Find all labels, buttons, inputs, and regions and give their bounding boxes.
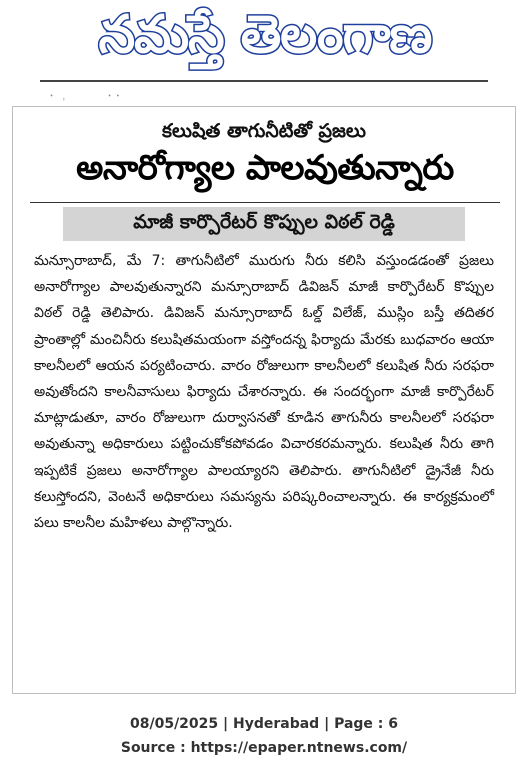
footer-date-page: 08/05/2025 | Hyderabad | Page : 6 bbox=[129, 716, 399, 732]
headline-rule bbox=[30, 202, 500, 203]
masthead-rule bbox=[40, 80, 488, 82]
masthead-title: నమస్తే తెలంగాణ bbox=[98, 4, 432, 65]
masthead-logo bbox=[60, 4, 470, 78]
article-body: మన్సూరాబాద్, మే 7: తాగునీటిలో మురుగు నీరు కలిసి వస్తుండడంతో ప్రజలు అనారోగ్యాల పాలవుతున్నారని మన్సూరాబాద్ డివిజన్ మాజీ కార్పొరేటర్ కొప్పుల విఠల్ రెడ్డి తెలిపారు. డివిజన్ మన్సూరాబాద్ ఓల్డ్ విలేజ్, ముస్లిం బస్తీ తదితర ప్రాంతాల్లో మంచినీరు కలుషితమయంగా వస్తోందన్న ఫిర్యాదు మేరకు బుధవారం ఆయా కాలనీలలో ఆయన పర్యటించారు. వారం రోజులుగా కాలనీలలో కలుషిత నీరు సరఫరా అవుతోందని కాలనీవాసులు ఫిర్యాదు చేశారన్నారు. ఈ సందర్భంగా మాజీ కార్పొరేటర్ మాట్లాడుతూ, వారం రోజులుగా దుర్వాసనతో కూడిన తాగునీరు కాలనీలలో సరఫరా అవుతున్నా అధికారులు పట్టించుకోకపోవడం విచారకరమన్నారు. కలుషిత నీరు తాగి ఇప్పటికే ప్రజలు అనారోగ్యాల పాలయ్యారని తెలిపారు. తాగునీటిలో డ్రైనేజీ నీరు కలుస్తోందని, వెంటనే అధికారులు సమస్యను పరిష్కరించాలన్నారు. ఈ కార్యక్రమంలో పలు కాలనీల మహిళలు పాల్గొన్నారు. bbox=[34, 253, 494, 532]
dateline-strip: ꞏ ˌ ꞏ ꞏ bbox=[50, 91, 121, 102]
article-headline: అనారోగ్యాల పాలవుతున్నారు bbox=[76, 148, 454, 188]
article-byline: మాజీ కార్పొరేటర్ కొప్పుల విఠల్ రెడ్డి bbox=[133, 210, 395, 233]
byline-banner bbox=[63, 207, 465, 241]
article-kicker: కలుషిత తాగునీటితో ప్రజలు bbox=[162, 120, 366, 142]
footer-source-link[interactable]: Source : https://epaper.ntnews.com/ bbox=[120, 740, 408, 756]
